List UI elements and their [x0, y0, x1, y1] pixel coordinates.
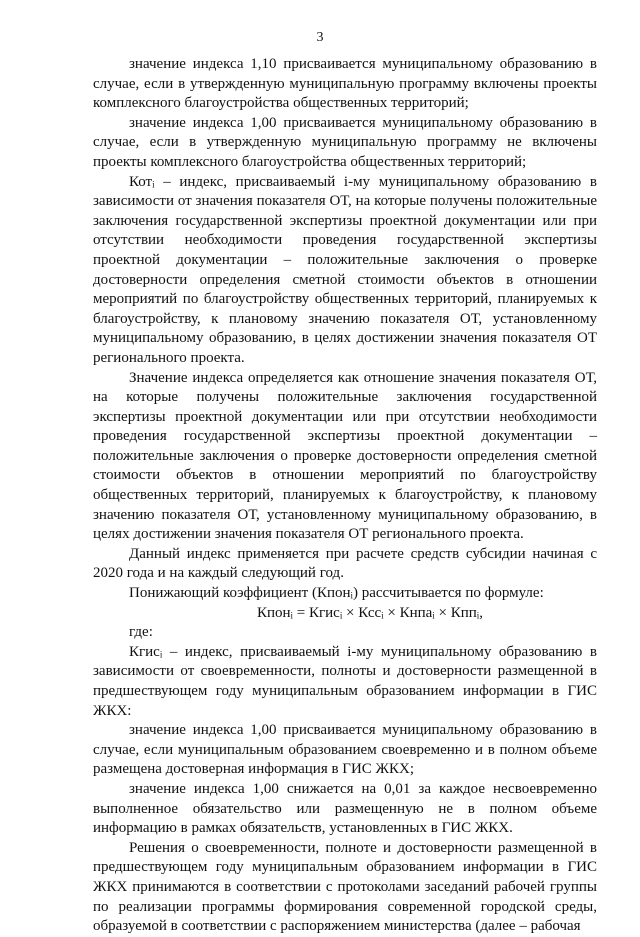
paragraph: Понижающий коэффициент (Кпонᵢ) рассчитывается по формуле:: [129, 585, 544, 602]
paragraph: значение индекса 1,10 присваивается муниципальному образованию в случае, если в утвержденную муниципальную программу включены проекты комплексного благоустройства общественных территорий;: [93, 56, 597, 112]
paragraph: значение индекса 1,00 присваивается муниципальному образованию в случае, если в утвержденную муниципальную программу не включены проекты комплексного благоустройства общественных территорий;: [93, 114, 597, 170]
paragraph: Значение индекса определяется как отношение значения показателя ОТ, на которые получены положительные заключения государственной экспертизы проектной документации или при отсутствии необходимости проведения государственной экспертизы проектной документации – положительные заключения о проверке достоверности определения сметной стоимости объектов в отношении мероприятий по благоустройству общественных территорий, планируемых к благоустройству, к плановому значению показателя ОТ, установленному муниципальному образованию, в целях достижении значения показателя ОТ регионального проекта.: [93, 369, 597, 543]
paragraph: значение индекса 1,00 присваивается муниципальному образованию в случае, если муниципальным образованием своевременно и в полном объеме размещена достоверная информация в ГИС ЖКХ;: [93, 722, 597, 778]
paragraph: Кгисᵢ – индекс, присваиваемый i-му муниципальному образованию в зависимости от своевременности, полноты и достоверности размещенной в предшествующем году муниципальным образованием информации в ГИС ЖКХ:: [93, 643, 597, 719]
formula: Кпонᵢ = Кгисᵢ × Кссᵢ × Кнпаᵢ × Кппᵢ,: [257, 604, 483, 621]
document-body: [93, 55, 597, 937]
paragraph: Решения о своевременности, полноте и достоверности размещенной в предшествующем году муниципальным образованием информации в ГИС ЖКХ принимаются в соответствии с протоколами заседаний рабочей группы по реализации программы формирования современной городской среды, образуемой в соответствии с распоряжением министерства (далее – рабочая: [93, 839, 597, 935]
where-label: где:: [129, 624, 153, 641]
paragraph: Данный индекс применяется при расчете средств субсидии начиная с 2020 года и на каждый следующий год.: [93, 545, 597, 582]
paragraph: значение индекса 1,00 снижается на 0,01 за каждое несвоевременно выполненное обязательство или размещенную не в полном объеме информацию в рамках обязательств, установленных в ГИС ЖКХ.: [93, 780, 597, 837]
page-number: 3: [316, 30, 324, 45]
paragraph: Котᵢ – индекс, присваиваемый i-му муниципальному образованию в зависимости от значения показателя ОТ, на которые получены положительные заключения государственной экспертизы проектной документации или при отсутствии необходимости проведения государственной экспертизы проектной документации – положительные заключения о проверке достоверности определения сметной стоимости объектов в отношении мероприятий по благоустройству общественных территорий, планируемых к благоустройству, к плановому значению показателя ОТ, установленному муниципальному образованию, в целях достижении значения показателя ОТ регионального проекта.: [93, 173, 597, 366]
